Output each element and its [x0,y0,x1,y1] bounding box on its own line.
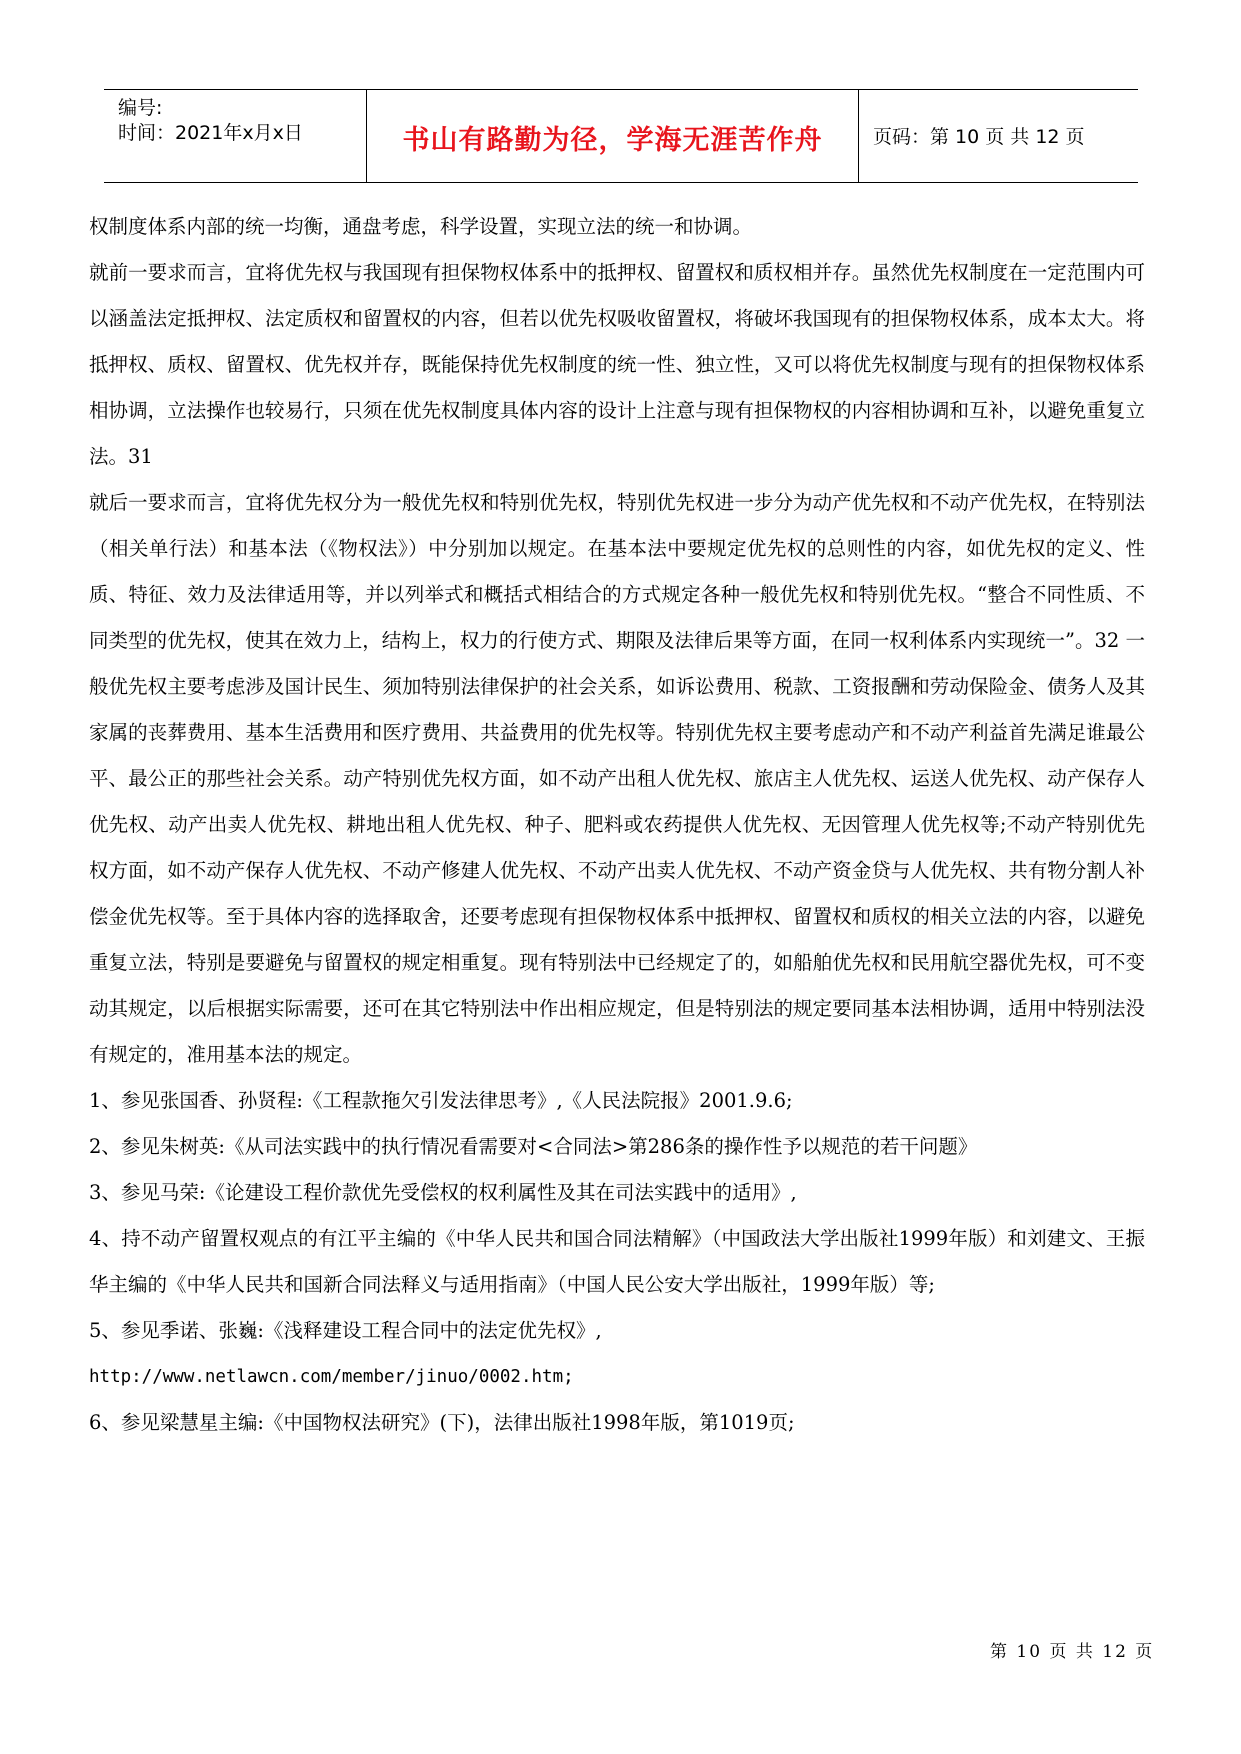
body-paragraph-3: 就后一要求而言，宜将优先权分为一般优先权和特别优先权，特别优先权进一步分为动产优先权和不动产优先权，在特别法（相关单行法）和基本法（《物权法》）中分别加以规定。在基本法中要规定优先权的总则性的内容，如优先权的定义、性质、特征、效力及法律适用等，并以列举式和概括式相结合的方式规定各种一般优先权和特别优先权。“整合不同性质、不同类型的优先权，使其在效力上，结构上，权力的行使方式、期限及法律后果等方面，在同一权利体系内实现统一”。32 一般优先权主要考虑涉及国计民生、须加特别法律保护的社会关系，如诉讼费用、税款、工资报酬和劳动保险金、债务人及其家属的丧葬费用、基本生活费用和医疗费用、共益费用的优先权等。特别优先权主要考虑动产和不动产利益首先满足谁最公平、最公正的那些社会关系。动产特别优先权方面，如不动产出租人优先权、旅店主人优先权、运送人优先权、动产保存人优先权、动产出卖人优先权、耕地出租人优先权、种子、肥料或农药提供人优先权、无因管理人优先权等;不动产特别优先权方面，如不动产保存人优先权、不动产修建人优先权、不动产出卖人优先权、不动产资金贷与人优先权、共有物分割人补偿金优先权等。至于具体内容的选择取舍，还要考虑现有担保物权体系中抵押权、留置权和质权的相关立法的内容，以避免重复立法，特别是要避免与留置权的规定相重复。现有特别法中已经规定了的，如船舶优先权和民用航空器优先权，可不变动其规定，以后根据实际需要，还可在其它特别法中作出相应规定，但是特别法的规定要同基本法相协调，适用中特别法没有规定的，准用基本法的规定。 [89,491,1145,1066]
header-motto: 书山有路勤为径，学海无涯苦作舟 [402,125,823,156]
document-number-label: 编号: [118,97,163,119]
footnote-1: 1、参见张国香、孙贤程:《工程款拖欠引发法律思考》,《人民法院报》2001.9.6; [89,1089,793,1112]
header-motto-cell [366,90,859,182]
footnote-4: 4、持不动产留置权观点的有江平主编的《中华人民共和国合同法精解》（中国政法大学出版社1999年版）和刘建文、王振华主编的《中华人民共和国新合同法释义与适用指南》（中国人民公安大学出版社，1999年版）等; [89,1227,1145,1296]
document-body [89,204,1145,1446]
body-paragraph-2: 就前一要求而言，宜将优先权与我国现有担保物权体系中的抵押权、留置权和质权相并存。虽然优先权制度在一定范围内可以涵盖法定抵押权、法定质权和留置权的内容，但若以优先权吸收留置权，将破坏我国现有的担保物权体系，成本太大。将抵押权、质权、留置权、优先权并存，既能保持优先权制度的统一性、独立性，又可以将优先权制度与现有的担保物权体系相协调，立法操作也较易行，只须在优先权制度具体内容的设计上注意与现有担保物权的内容相协调和互补，以避免重复立法。31 [89,261,1145,468]
footnote-2: 2、参见朱树英:《从司法实践中的执行情况看需要对<合同法>第286条的操作性予以规范的若干问题》 [89,1135,978,1158]
document-time-label: 时间：2021年x月x日 [118,122,303,144]
page-footer: 第 10 页 共 12 页 [990,1642,1155,1662]
document-header [104,89,1138,183]
footnote-5-url: http://www.netlawcn.com/member/jinuo/0002.htm; [89,1367,574,1387]
footnote-5: 5、参见季诺、张巍:《浅释建设工程合同中的法定优先权》, [89,1319,602,1342]
footnote-3: 3、参见马荣:《论建设工程价款优先受偿权的权利属性及其在司法实践中的适用》, [89,1181,797,1204]
header-page-code: 页码：第 10 页 共 12 页 [873,126,1085,148]
footnote-6: 6、参见梁慧星主编:《中国物权法研究》(下)，法律出版社1998年版，第1019页; [89,1411,795,1434]
body-paragraph-1: 权制度体系内部的统一均衡，通盘考虑，科学设置，实现立法的统一和协调。 [89,215,753,238]
header-meta-cell [104,90,366,182]
header-page-cell [859,90,1138,182]
